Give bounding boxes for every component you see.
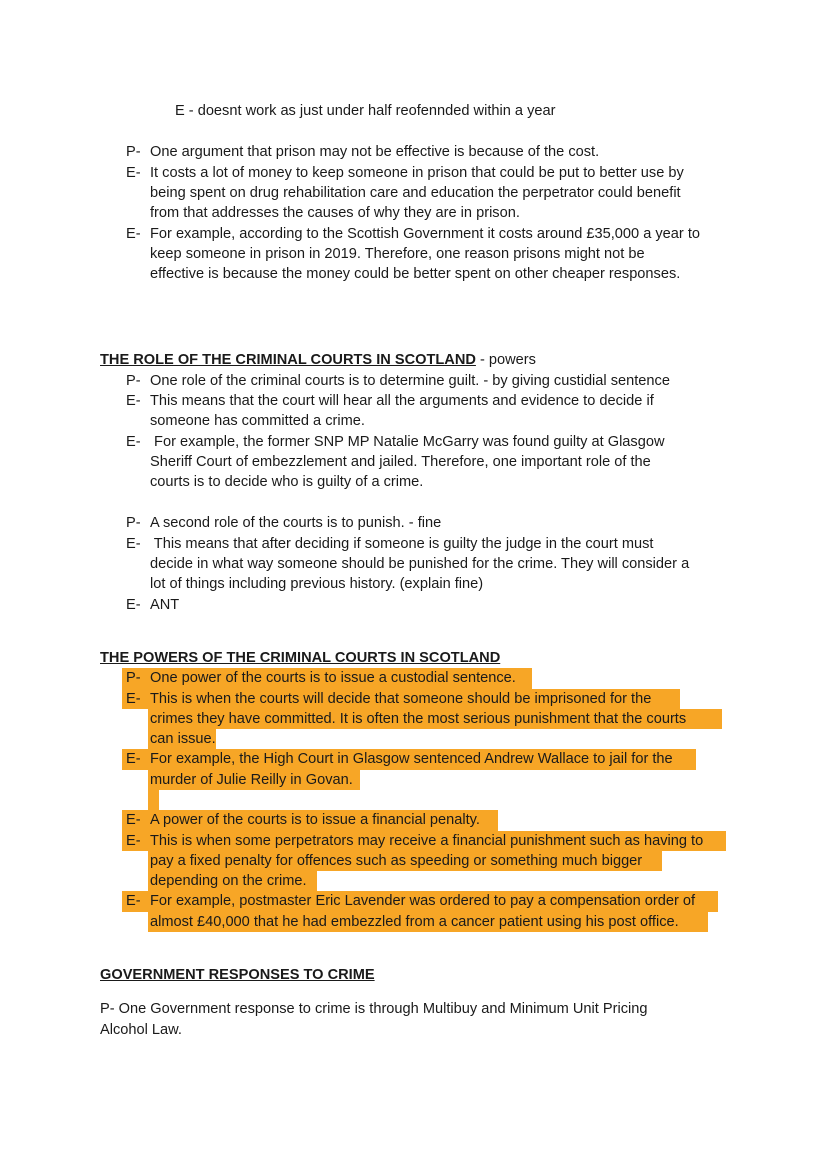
point-marker: P- [126, 515, 141, 531]
explain-line: This is when the courts will decide that someone should be imprisoned for the [150, 691, 652, 707]
explain-line: This means that after deciding if someone is guilty the judge in the court must [150, 536, 654, 552]
example-marker: E- [126, 597, 141, 613]
example-line: Sheriff Court of embezzlement and jailed. Therefore, one important role of the [150, 454, 651, 470]
explain-line: can issue. [150, 731, 216, 747]
explain-line: depending on the crime. [150, 873, 307, 889]
example-line: almost £40,000 that he had embezzled from a cancer patient using his post office. [150, 914, 679, 930]
point-text: One power of the courts is to issue a custodial sentence. [150, 670, 516, 686]
powers-section-heading: THE POWERS OF THE CRIMINAL COURTS IN SCOTLAND [100, 650, 501, 666]
explain-line: crimes they have committed. It is often the most serious punishment that the courts [150, 711, 687, 727]
explain-line: This is when some perpetrators may receive a financial punishment such as having to [150, 833, 704, 849]
intro-line: E - doesnt work as just under half reofennded within a year [175, 103, 556, 119]
example-marker: E- [126, 226, 141, 242]
explain-line: being spent on drug rehabilitation care and education the perpetrator could benefit [150, 185, 681, 201]
example-line: For example, according to the Scottish Government it costs around £35,000 a year to [150, 226, 700, 242]
point-marker: P- [126, 373, 141, 389]
example-marker: E- [126, 434, 141, 450]
government-text-line: P- One Government response to crime is through Multibuy and Minimum Unit Pricing [100, 1001, 648, 1017]
government-text-line: Alcohol Law. [100, 1022, 182, 1038]
example-text: ANT [150, 597, 180, 613]
example-marker: E- [126, 893, 141, 909]
explain-marker: E- [126, 833, 141, 849]
example-line: keep someone in prison in 2019. Therefore, one reason prisons might not be [150, 246, 645, 262]
role-heading-suffix: - powers [475, 352, 536, 368]
example-line: For example, the former SNP MP Natalie McGarry was found guilty at Glasgow [150, 434, 665, 450]
explain-marker: E- [126, 165, 141, 181]
explain-marker: E- [126, 691, 141, 707]
example-line: effective is because the money could be better spent on other cheaper responses. [150, 266, 681, 282]
role-section-heading [100, 350, 536, 370]
point-text: A second role of the courts is to punish. - fine [150, 515, 442, 531]
example-line: courts is to decide who is guilty of a crime. [150, 474, 424, 490]
example-line: For example, the High Court in Glasgow sentenced Andrew Wallace to jail for the [150, 751, 673, 767]
example-marker: E- [126, 751, 141, 767]
explain-line: decide in what way someone should be punished for the crime. They will consider a [150, 556, 690, 572]
point-text: A power of the courts is to issue a financial penalty. [150, 812, 480, 828]
explain-line: pay a fixed penalty for offences such as speeding or something much bigger [150, 853, 643, 869]
explain-marker: E- [126, 536, 141, 552]
point-text: One argument that prison may not be effective is because of the cost. [150, 144, 600, 160]
government-section-heading: GOVERNMENT RESPONSES TO CRIME [100, 967, 375, 983]
explain-line: from that addresses the causes of why they are in prison. [150, 205, 520, 221]
explain-line: It costs a lot of money to keep someone in prison that could be put to better use by [150, 165, 684, 181]
highlight-block [148, 790, 159, 810]
role-heading-text: THE ROLE OF THE CRIMINAL COURTS IN SCOTLAND [100, 352, 476, 368]
explain-marker: E- [126, 393, 141, 409]
explain-line: someone has committed a crime. [150, 413, 365, 429]
example-line: For example, postmaster Eric Lavender was ordered to pay a compensation order of [150, 893, 696, 909]
point-marker: P- [126, 144, 141, 160]
point-text: One role of the criminal courts is to determine guilt. - by giving custidial sentence [150, 373, 670, 389]
point-marker: E- [126, 812, 141, 828]
example-line: murder of Julie Reilly in Govan. [150, 772, 353, 788]
explain-line: This means that the court will hear all the arguments and evidence to decide if [150, 393, 654, 409]
explain-line: lot of things including previous history. (explain fine) [150, 576, 484, 592]
point-marker: P- [126, 670, 141, 686]
